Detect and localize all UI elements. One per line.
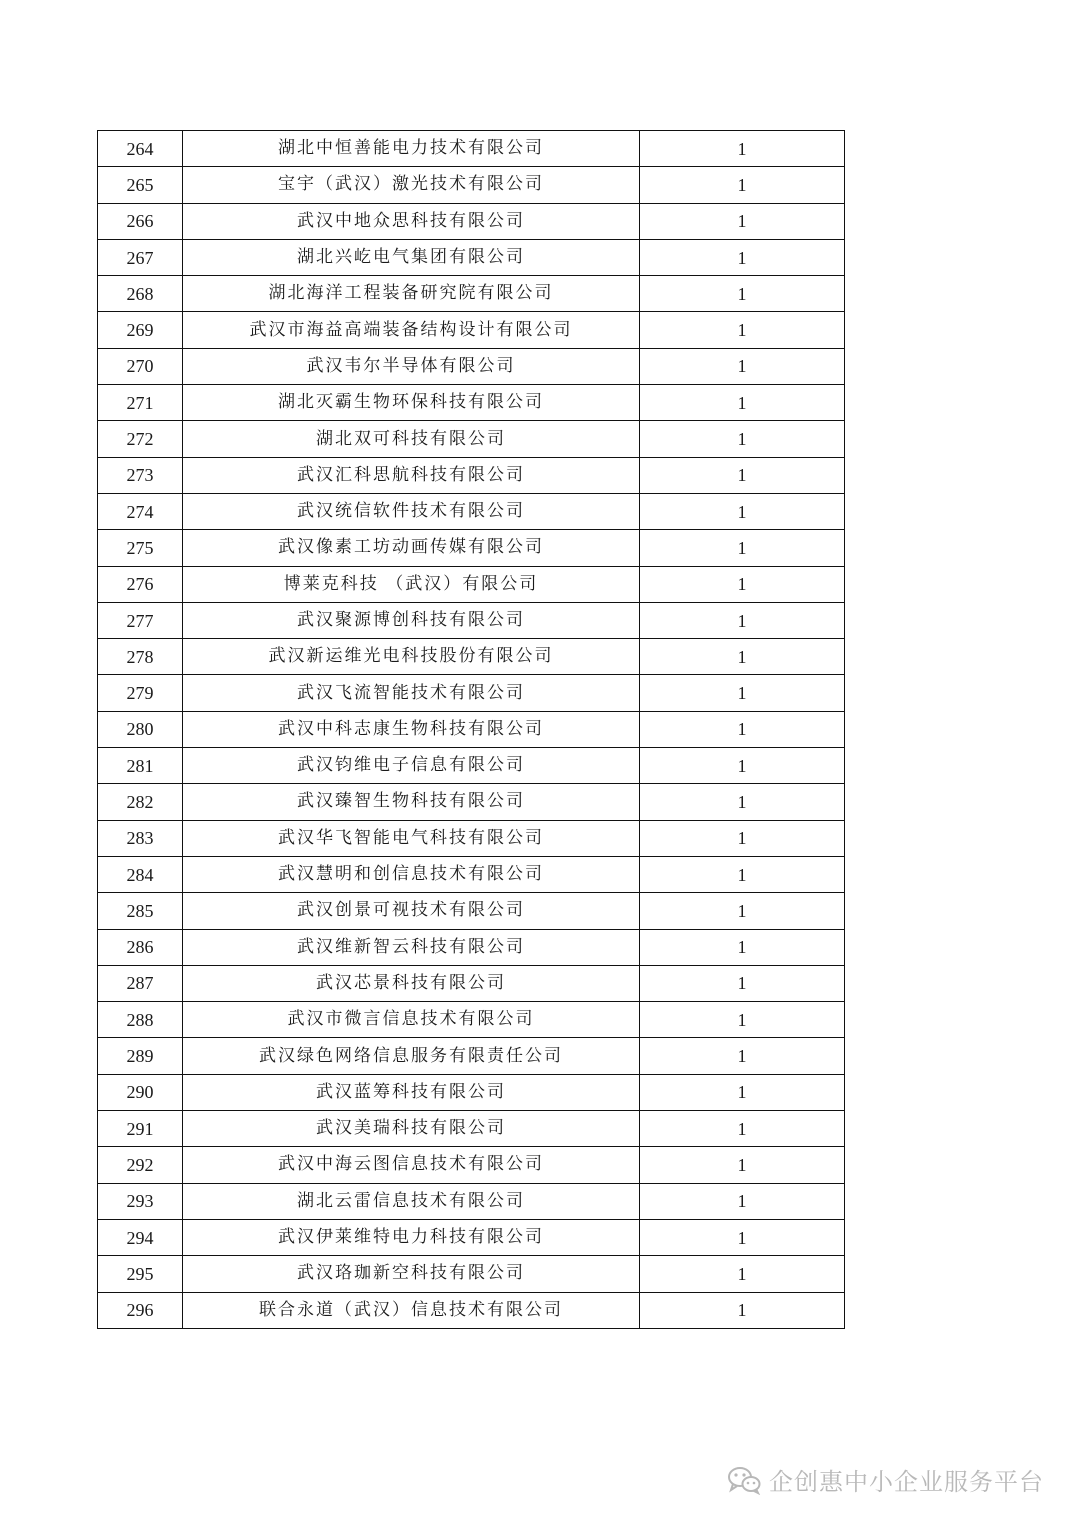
count-value: 1: [640, 1292, 845, 1328]
table-row: [98, 639, 845, 675]
count-value: 1: [640, 239, 845, 275]
company-name: 武汉中地众思科技有限公司: [183, 203, 640, 239]
row-number: 265: [98, 167, 183, 203]
table-row: [98, 1038, 845, 1074]
count-value: 1: [640, 675, 845, 711]
company-name: 武汉像素工坊动画传媒有限公司: [183, 530, 640, 566]
row-number: 295: [98, 1256, 183, 1292]
company-name: 武汉聚源博创科技有限公司: [183, 602, 640, 638]
row-number: 275: [98, 530, 183, 566]
company-name: 武汉芯景科技有限公司: [183, 965, 640, 1001]
count-value: 1: [640, 1074, 845, 1110]
row-number: 272: [98, 421, 183, 457]
row-number: 283: [98, 820, 183, 856]
count-value: 1: [640, 711, 845, 747]
table-row: [98, 1002, 845, 1038]
table-row: [98, 493, 845, 529]
company-name: 武汉慧明和创信息技术有限公司: [183, 856, 640, 892]
table-row: [98, 203, 845, 239]
company-name: 湖北兴屹电气集团有限公司: [183, 239, 640, 275]
count-value: 1: [640, 602, 845, 638]
row-number: 270: [98, 348, 183, 384]
company-name: 武汉珞珈新空科技有限公司: [183, 1256, 640, 1292]
count-value: 1: [640, 1219, 845, 1255]
row-number: 266: [98, 203, 183, 239]
row-number: 290: [98, 1074, 183, 1110]
company-name: 湖北双可科技有限公司: [183, 421, 640, 457]
count-value: 1: [640, 276, 845, 312]
count-value: 1: [640, 348, 845, 384]
company-table: [97, 130, 845, 1329]
table-row: [98, 312, 845, 348]
row-number: 291: [98, 1111, 183, 1147]
count-value: 1: [640, 1111, 845, 1147]
company-name: 博莱克科技 （武汉）有限公司: [183, 566, 640, 602]
company-name: 武汉美瑞科技有限公司: [183, 1111, 640, 1147]
company-name: 武汉中海云图信息技术有限公司: [183, 1147, 640, 1183]
company-name: 湖北灭霸生物环保科技有限公司: [183, 385, 640, 421]
table-row: [98, 276, 845, 312]
company-name: 武汉华飞智能电气科技有限公司: [183, 820, 640, 856]
table-row: [98, 1074, 845, 1110]
table-row: [98, 566, 845, 602]
count-value: 1: [640, 1002, 845, 1038]
row-number: 284: [98, 856, 183, 892]
row-number: 285: [98, 893, 183, 929]
company-name: 武汉蓝筹科技有限公司: [183, 1074, 640, 1110]
table-row: [98, 385, 845, 421]
count-value: 1: [640, 421, 845, 457]
count-value: 1: [640, 893, 845, 929]
table-row: [98, 457, 845, 493]
company-name: 武汉汇科思航科技有限公司: [183, 457, 640, 493]
company-name: 武汉韦尔半导体有限公司: [183, 348, 640, 384]
count-value: 1: [640, 748, 845, 784]
row-number: 286: [98, 929, 183, 965]
company-name: 武汉中科志康生物科技有限公司: [183, 711, 640, 747]
table-row: [98, 929, 845, 965]
company-name: 武汉钧维电子信息有限公司: [183, 748, 640, 784]
watermark-text: 企创惠中小企业服务平台: [769, 1468, 1044, 1496]
row-number: 264: [98, 131, 183, 167]
count-value: 1: [640, 1183, 845, 1219]
company-name: 武汉统信软件技术有限公司: [183, 493, 640, 529]
row-number: 293: [98, 1183, 183, 1219]
row-number: 279: [98, 675, 183, 711]
row-number: 280: [98, 711, 183, 747]
row-number: 269: [98, 312, 183, 348]
company-name: 湖北海洋工程装备研究院有限公司: [183, 276, 640, 312]
row-number: 277: [98, 602, 183, 638]
count-value: 1: [640, 1038, 845, 1074]
company-name: 宝宇（武汉）激光技术有限公司: [183, 167, 640, 203]
table-row: [98, 748, 845, 784]
table-row: [98, 784, 845, 820]
row-number: 292: [98, 1147, 183, 1183]
row-number: 282: [98, 784, 183, 820]
table-row: [98, 856, 845, 892]
table-row: [98, 1292, 845, 1328]
row-number: 281: [98, 748, 183, 784]
table-row: [98, 1219, 845, 1255]
company-name: 武汉维新智云科技有限公司: [183, 929, 640, 965]
row-number: 268: [98, 276, 183, 312]
row-number: 278: [98, 639, 183, 675]
wechat-icon: [727, 1465, 761, 1495]
row-number: 294: [98, 1219, 183, 1255]
count-value: 1: [640, 820, 845, 856]
table-row: [98, 602, 845, 638]
company-name: 武汉新运维光电科技股份有限公司: [183, 639, 640, 675]
count-value: 1: [640, 493, 845, 529]
table-row: [98, 530, 845, 566]
count-value: 1: [640, 1147, 845, 1183]
row-number: 276: [98, 566, 183, 602]
count-value: 1: [640, 639, 845, 675]
count-value: 1: [640, 203, 845, 239]
count-value: 1: [640, 1256, 845, 1292]
company-name: 武汉伊莱维特电力科技有限公司: [183, 1219, 640, 1255]
count-value: 1: [640, 856, 845, 892]
row-number: 289: [98, 1038, 183, 1074]
count-value: 1: [640, 457, 845, 493]
count-value: 1: [640, 566, 845, 602]
count-value: 1: [640, 312, 845, 348]
row-number: 274: [98, 493, 183, 529]
row-number: 271: [98, 385, 183, 421]
company-table-container: [97, 130, 844, 1329]
count-value: 1: [640, 965, 845, 1001]
company-name: 湖北中恒善能电力技术有限公司: [183, 131, 640, 167]
row-number: 287: [98, 965, 183, 1001]
row-number: 267: [98, 239, 183, 275]
company-name: 武汉绿色网络信息服务有限责任公司: [183, 1038, 640, 1074]
count-value: 1: [640, 131, 845, 167]
count-value: 1: [640, 530, 845, 566]
watermark: [727, 1462, 1044, 1497]
table-row: [98, 675, 845, 711]
table-row: [98, 965, 845, 1001]
table-row: [98, 131, 845, 167]
table-row: [98, 1111, 845, 1147]
count-value: 1: [640, 784, 845, 820]
table-row: [98, 167, 845, 203]
row-number: 288: [98, 1002, 183, 1038]
table-row: [98, 820, 845, 856]
table-row: [98, 1183, 845, 1219]
count-value: 1: [640, 167, 845, 203]
table-row: [98, 711, 845, 747]
row-number: 296: [98, 1292, 183, 1328]
table-row: [98, 348, 845, 384]
count-value: 1: [640, 385, 845, 421]
company-name: 武汉市微言信息技术有限公司: [183, 1002, 640, 1038]
table-row: [98, 893, 845, 929]
table-row: [98, 1147, 845, 1183]
count-value: 1: [640, 929, 845, 965]
company-name: 湖北云雷信息技术有限公司: [183, 1183, 640, 1219]
company-name: 武汉市海益高端装备结构设计有限公司: [183, 312, 640, 348]
table-row: [98, 239, 845, 275]
company-table-body: [98, 131, 845, 1329]
table-row: [98, 1256, 845, 1292]
company-name: 武汉创景可视技术有限公司: [183, 893, 640, 929]
company-name: 联合永道（武汉）信息技术有限公司: [183, 1292, 640, 1328]
company-name: 武汉臻智生物科技有限公司: [183, 784, 640, 820]
row-number: 273: [98, 457, 183, 493]
company-name: 武汉飞流智能技术有限公司: [183, 675, 640, 711]
table-row: [98, 421, 845, 457]
